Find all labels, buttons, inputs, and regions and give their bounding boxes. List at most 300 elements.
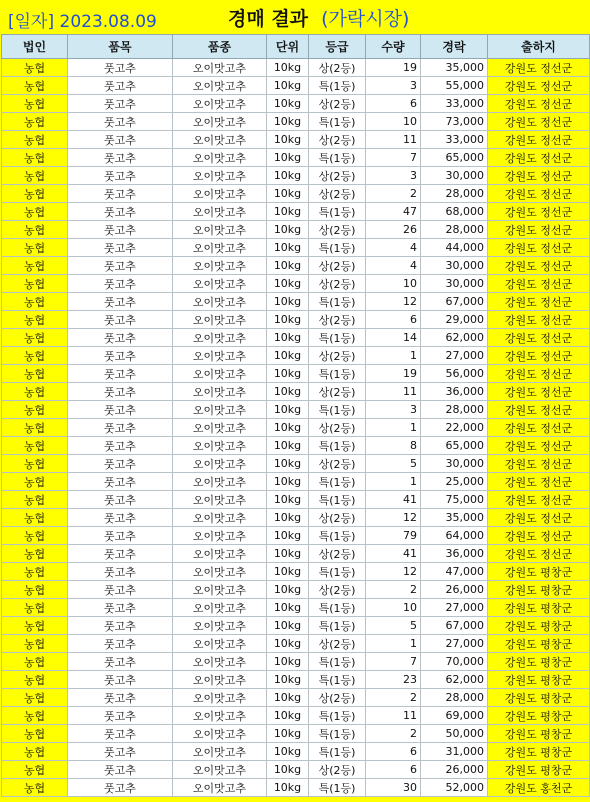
cell-corporation: 농협 bbox=[2, 581, 68, 599]
cell-origin: 강원도 정선군 bbox=[488, 221, 590, 239]
cell-grade: 상(2등) bbox=[309, 761, 366, 779]
cell-unit: 10kg bbox=[267, 257, 309, 275]
cell-unit: 10kg bbox=[267, 131, 309, 149]
cell-unit: 10kg bbox=[267, 671, 309, 689]
cell-unit: 10kg bbox=[267, 221, 309, 239]
cell-variety: 오이맛고추 bbox=[173, 653, 267, 671]
cell-corporation: 농협 bbox=[2, 707, 68, 725]
cell-quantity: 7 bbox=[366, 653, 421, 671]
cell-unit: 10kg bbox=[267, 329, 309, 347]
cell-variety: 오이맛고추 bbox=[173, 761, 267, 779]
table-row bbox=[2, 491, 590, 509]
cell-corporation: 농협 bbox=[2, 779, 68, 797]
cell-unit: 10kg bbox=[267, 491, 309, 509]
cell-quantity: 10 bbox=[366, 599, 421, 617]
cell-grade: 상(2등) bbox=[309, 545, 366, 563]
cell-corporation: 농협 bbox=[2, 203, 68, 221]
cell-corporation: 농협 bbox=[2, 653, 68, 671]
cell-item: 풋고추 bbox=[68, 725, 173, 743]
cell-quantity: 5 bbox=[366, 455, 421, 473]
cell-quantity: 10 bbox=[366, 275, 421, 293]
cell-grade: 특(1등) bbox=[309, 707, 366, 725]
cell-price: 75,000 bbox=[421, 491, 488, 509]
cell-price: 28,000 bbox=[421, 221, 488, 239]
cell-unit: 10kg bbox=[267, 401, 309, 419]
cell-corporation: 농협 bbox=[2, 167, 68, 185]
cell-unit: 10kg bbox=[267, 653, 309, 671]
cell-variety: 오이맛고추 bbox=[173, 113, 267, 131]
cell-unit: 10kg bbox=[267, 185, 309, 203]
cell-corporation: 농협 bbox=[2, 401, 68, 419]
table-body bbox=[2, 59, 590, 797]
cell-variety: 오이맛고추 bbox=[173, 77, 267, 95]
cell-unit: 10kg bbox=[267, 761, 309, 779]
cell-item: 풋고추 bbox=[68, 293, 173, 311]
cell-item: 풋고추 bbox=[68, 131, 173, 149]
cell-grade: 특(1등) bbox=[309, 599, 366, 617]
cell-origin: 강원도 평창군 bbox=[488, 599, 590, 617]
cell-variety: 오이맛고추 bbox=[173, 419, 267, 437]
cell-unit: 10kg bbox=[267, 473, 309, 491]
cell-item: 풋고추 bbox=[68, 635, 173, 653]
cell-variety: 오이맛고추 bbox=[173, 131, 267, 149]
table-row bbox=[2, 257, 590, 275]
column-header-grade: 등급 bbox=[309, 35, 366, 59]
cell-grade: 상(2등) bbox=[309, 455, 366, 473]
table-row bbox=[2, 689, 590, 707]
cell-origin: 강원도 정선군 bbox=[488, 239, 590, 257]
cell-variety: 오이맛고추 bbox=[173, 239, 267, 257]
column-header-unit: 단위 bbox=[267, 35, 309, 59]
table-row bbox=[2, 131, 590, 149]
cell-grade: 상(2등) bbox=[309, 419, 366, 437]
cell-grade: 상(2등) bbox=[309, 257, 366, 275]
cell-item: 풋고추 bbox=[68, 275, 173, 293]
cell-unit: 10kg bbox=[267, 599, 309, 617]
cell-quantity: 6 bbox=[366, 761, 421, 779]
cell-grade: 특(1등) bbox=[309, 365, 366, 383]
table-row bbox=[2, 653, 590, 671]
cell-variety: 오이맛고추 bbox=[173, 59, 267, 77]
cell-variety: 오이맛고추 bbox=[173, 779, 267, 797]
table-row bbox=[2, 725, 590, 743]
cell-grade: 특(1등) bbox=[309, 653, 366, 671]
cell-grade: 상(2등) bbox=[309, 383, 366, 401]
cell-origin: 강원도 정선군 bbox=[488, 185, 590, 203]
cell-unit: 10kg bbox=[267, 311, 309, 329]
cell-variety: 오이맛고추 bbox=[173, 473, 267, 491]
cell-price: 28,000 bbox=[421, 401, 488, 419]
cell-item: 풋고추 bbox=[68, 617, 173, 635]
table-row bbox=[2, 113, 590, 131]
cell-item: 풋고추 bbox=[68, 419, 173, 437]
cell-item: 풋고추 bbox=[68, 383, 173, 401]
cell-quantity: 41 bbox=[366, 491, 421, 509]
cell-grade: 특(1등) bbox=[309, 401, 366, 419]
cell-origin: 강원도 정선군 bbox=[488, 329, 590, 347]
cell-price: 67,000 bbox=[421, 617, 488, 635]
cell-price: 25,000 bbox=[421, 473, 488, 491]
cell-price: 70,000 bbox=[421, 653, 488, 671]
table-row bbox=[2, 419, 590, 437]
cell-item: 풋고추 bbox=[68, 689, 173, 707]
cell-price: 30,000 bbox=[421, 455, 488, 473]
cell-price: 65,000 bbox=[421, 437, 488, 455]
cell-corporation: 농협 bbox=[2, 365, 68, 383]
cell-unit: 10kg bbox=[267, 383, 309, 401]
cell-origin: 강원도 평창군 bbox=[488, 635, 590, 653]
cell-corporation: 농협 bbox=[2, 509, 68, 527]
cell-origin: 강원도 정선군 bbox=[488, 383, 590, 401]
cell-grade: 특(1등) bbox=[309, 329, 366, 347]
cell-corporation: 농협 bbox=[2, 689, 68, 707]
cell-unit: 10kg bbox=[267, 455, 309, 473]
table-row bbox=[2, 383, 590, 401]
cell-corporation: 농협 bbox=[2, 293, 68, 311]
column-header-price: 경락 bbox=[421, 35, 488, 59]
cell-origin: 강원도 평창군 bbox=[488, 725, 590, 743]
cell-price: 52,000 bbox=[421, 779, 488, 797]
cell-unit: 10kg bbox=[267, 167, 309, 185]
cell-corporation: 농협 bbox=[2, 761, 68, 779]
table-row bbox=[2, 347, 590, 365]
cell-variety: 오이맛고추 bbox=[173, 707, 267, 725]
cell-variety: 오이맛고추 bbox=[173, 581, 267, 599]
column-header-item: 품목 bbox=[68, 35, 173, 59]
cell-variety: 오이맛고추 bbox=[173, 671, 267, 689]
cell-quantity: 12 bbox=[366, 293, 421, 311]
table-row bbox=[2, 149, 590, 167]
table-row bbox=[2, 599, 590, 617]
cell-variety: 오이맛고추 bbox=[173, 203, 267, 221]
cell-variety: 오이맛고추 bbox=[173, 167, 267, 185]
cell-variety: 오이맛고추 bbox=[173, 743, 267, 761]
cell-unit: 10kg bbox=[267, 527, 309, 545]
cell-price: 36,000 bbox=[421, 545, 488, 563]
cell-origin: 강원도 정선군 bbox=[488, 527, 590, 545]
cell-price: 30,000 bbox=[421, 167, 488, 185]
cell-unit: 10kg bbox=[267, 77, 309, 95]
cell-quantity: 10 bbox=[366, 113, 421, 131]
cell-corporation: 농협 bbox=[2, 419, 68, 437]
cell-origin: 강원도 정선군 bbox=[488, 113, 590, 131]
cell-price: 62,000 bbox=[421, 329, 488, 347]
cell-corporation: 농협 bbox=[2, 491, 68, 509]
cell-item: 풋고추 bbox=[68, 167, 173, 185]
cell-price: 30,000 bbox=[421, 275, 488, 293]
cell-variety: 오이맛고추 bbox=[173, 545, 267, 563]
cell-origin: 강원도 정선군 bbox=[488, 77, 590, 95]
cell-variety: 오이맛고추 bbox=[173, 635, 267, 653]
table-row bbox=[2, 545, 590, 563]
cell-price: 26,000 bbox=[421, 761, 488, 779]
cell-unit: 10kg bbox=[267, 95, 309, 113]
cell-quantity: 26 bbox=[366, 221, 421, 239]
cell-corporation: 농협 bbox=[2, 59, 68, 77]
cell-origin: 강원도 정선군 bbox=[488, 167, 590, 185]
cell-price: 27,000 bbox=[421, 347, 488, 365]
cell-variety: 오이맛고추 bbox=[173, 347, 267, 365]
table-row bbox=[2, 455, 590, 473]
cell-corporation: 농협 bbox=[2, 149, 68, 167]
table-row bbox=[2, 743, 590, 761]
cell-unit: 10kg bbox=[267, 113, 309, 131]
cell-item: 풋고추 bbox=[68, 761, 173, 779]
cell-corporation: 농협 bbox=[2, 383, 68, 401]
cell-origin: 강원도 정선군 bbox=[488, 203, 590, 221]
cell-unit: 10kg bbox=[267, 617, 309, 635]
table-row bbox=[2, 59, 590, 77]
cell-corporation: 농협 bbox=[2, 455, 68, 473]
cell-quantity: 41 bbox=[366, 545, 421, 563]
cell-item: 풋고추 bbox=[68, 527, 173, 545]
cell-price: 22,000 bbox=[421, 419, 488, 437]
cell-corporation: 농협 bbox=[2, 185, 68, 203]
cell-quantity: 6 bbox=[366, 311, 421, 329]
cell-grade: 특(1등) bbox=[309, 725, 366, 743]
cell-corporation: 농협 bbox=[2, 545, 68, 563]
cell-grade: 상(2등) bbox=[309, 347, 366, 365]
cell-variety: 오이맛고추 bbox=[173, 221, 267, 239]
cell-corporation: 농협 bbox=[2, 437, 68, 455]
cell-item: 풋고추 bbox=[68, 239, 173, 257]
cell-variety: 오이맛고추 bbox=[173, 689, 267, 707]
cell-grade: 특(1등) bbox=[309, 77, 366, 95]
cell-quantity: 3 bbox=[366, 167, 421, 185]
cell-item: 풋고추 bbox=[68, 401, 173, 419]
cell-variety: 오이맛고추 bbox=[173, 293, 267, 311]
cell-item: 풋고추 bbox=[68, 185, 173, 203]
cell-item: 풋고추 bbox=[68, 779, 173, 797]
cell-grade: 특(1등) bbox=[309, 473, 366, 491]
cell-unit: 10kg bbox=[267, 437, 309, 455]
cell-item: 풋고추 bbox=[68, 347, 173, 365]
cell-grade: 특(1등) bbox=[309, 491, 366, 509]
cell-grade: 특(1등) bbox=[309, 671, 366, 689]
cell-item: 풋고추 bbox=[68, 671, 173, 689]
cell-unit: 10kg bbox=[267, 59, 309, 77]
cell-grade: 상(2등) bbox=[309, 635, 366, 653]
cell-corporation: 농협 bbox=[2, 743, 68, 761]
cell-price: 69,000 bbox=[421, 707, 488, 725]
cell-variety: 오이맛고추 bbox=[173, 257, 267, 275]
cell-item: 풋고추 bbox=[68, 653, 173, 671]
cell-origin: 강원도 정선군 bbox=[488, 419, 590, 437]
cell-unit: 10kg bbox=[267, 149, 309, 167]
cell-quantity: 4 bbox=[366, 257, 421, 275]
column-header-quantity: 수량 bbox=[366, 35, 421, 59]
table-row bbox=[2, 635, 590, 653]
cell-item: 풋고추 bbox=[68, 455, 173, 473]
cell-price: 35,000 bbox=[421, 509, 488, 527]
cell-grade: 특(1등) bbox=[309, 239, 366, 257]
table-row bbox=[2, 293, 590, 311]
cell-quantity: 19 bbox=[366, 59, 421, 77]
cell-quantity: 11 bbox=[366, 707, 421, 725]
cell-quantity: 3 bbox=[366, 401, 421, 419]
cell-variety: 오이맛고추 bbox=[173, 563, 267, 581]
table-row bbox=[2, 509, 590, 527]
cell-item: 풋고추 bbox=[68, 707, 173, 725]
cell-grade: 특(1등) bbox=[309, 203, 366, 221]
cell-item: 풋고추 bbox=[68, 545, 173, 563]
cell-variety: 오이맛고추 bbox=[173, 383, 267, 401]
cell-unit: 10kg bbox=[267, 203, 309, 221]
cell-variety: 오이맛고추 bbox=[173, 329, 267, 347]
cell-corporation: 농협 bbox=[2, 527, 68, 545]
cell-grade: 특(1등) bbox=[309, 149, 366, 167]
cell-corporation: 농협 bbox=[2, 671, 68, 689]
cell-price: 29,000 bbox=[421, 311, 488, 329]
cell-origin: 강원도 평창군 bbox=[488, 743, 590, 761]
cell-variety: 오이맛고추 bbox=[173, 617, 267, 635]
cell-unit: 10kg bbox=[267, 689, 309, 707]
table-row bbox=[2, 77, 590, 95]
cell-corporation: 농협 bbox=[2, 347, 68, 365]
cell-grade: 상(2등) bbox=[309, 95, 366, 113]
cell-price: 47,000 bbox=[421, 563, 488, 581]
cell-variety: 오이맛고추 bbox=[173, 95, 267, 113]
cell-origin: 강원도 평창군 bbox=[488, 671, 590, 689]
cell-price: 26,000 bbox=[421, 581, 488, 599]
cell-grade: 상(2등) bbox=[309, 311, 366, 329]
cell-origin: 강원도 정선군 bbox=[488, 545, 590, 563]
cell-variety: 오이맛고추 bbox=[173, 527, 267, 545]
cell-price: 30,000 bbox=[421, 257, 488, 275]
cell-item: 풋고추 bbox=[68, 257, 173, 275]
cell-grade: 특(1등) bbox=[309, 563, 366, 581]
table-row bbox=[2, 401, 590, 419]
cell-quantity: 12 bbox=[366, 563, 421, 581]
cell-quantity: 23 bbox=[366, 671, 421, 689]
cell-origin: 강원도 정선군 bbox=[488, 365, 590, 383]
cell-quantity: 1 bbox=[366, 419, 421, 437]
cell-quantity: 19 bbox=[366, 365, 421, 383]
cell-variety: 오이맛고추 bbox=[173, 185, 267, 203]
cell-price: 62,000 bbox=[421, 671, 488, 689]
cell-quantity: 2 bbox=[366, 581, 421, 599]
cell-variety: 오이맛고추 bbox=[173, 491, 267, 509]
table-row bbox=[2, 563, 590, 581]
table-row bbox=[2, 473, 590, 491]
table-row bbox=[2, 95, 590, 113]
cell-quantity: 5 bbox=[366, 617, 421, 635]
cell-price: 27,000 bbox=[421, 635, 488, 653]
cell-variety: 오이맛고추 bbox=[173, 455, 267, 473]
cell-corporation: 농협 bbox=[2, 239, 68, 257]
cell-item: 풋고추 bbox=[68, 149, 173, 167]
cell-quantity: 6 bbox=[366, 95, 421, 113]
cell-variety: 오이맛고추 bbox=[173, 149, 267, 167]
cell-origin: 강원도 정선군 bbox=[488, 491, 590, 509]
cell-grade: 특(1등) bbox=[309, 437, 366, 455]
cell-grade: 특(1등) bbox=[309, 527, 366, 545]
table-row bbox=[2, 779, 590, 797]
cell-item: 풋고추 bbox=[68, 581, 173, 599]
cell-variety: 오이맛고추 bbox=[173, 437, 267, 455]
cell-origin: 강원도 정선군 bbox=[488, 473, 590, 491]
cell-unit: 10kg bbox=[267, 347, 309, 365]
cell-price: 68,000 bbox=[421, 203, 488, 221]
cell-price: 27,000 bbox=[421, 599, 488, 617]
cell-origin: 강원도 평창군 bbox=[488, 563, 590, 581]
cell-quantity: 7 bbox=[366, 149, 421, 167]
cell-quantity: 8 bbox=[366, 437, 421, 455]
cell-grade: 상(2등) bbox=[309, 275, 366, 293]
cell-corporation: 농협 bbox=[2, 77, 68, 95]
cell-origin: 강원도 정선군 bbox=[488, 509, 590, 527]
cell-unit: 10kg bbox=[267, 707, 309, 725]
cell-grade: 상(2등) bbox=[309, 131, 366, 149]
cell-corporation: 농협 bbox=[2, 311, 68, 329]
cell-unit: 10kg bbox=[267, 275, 309, 293]
cell-corporation: 농협 bbox=[2, 563, 68, 581]
cell-corporation: 농협 bbox=[2, 275, 68, 293]
cell-corporation: 농협 bbox=[2, 257, 68, 275]
cell-item: 풋고추 bbox=[68, 77, 173, 95]
cell-quantity: 2 bbox=[366, 185, 421, 203]
cell-quantity: 1 bbox=[366, 473, 421, 491]
cell-unit: 10kg bbox=[267, 779, 309, 797]
cell-corporation: 농협 bbox=[2, 221, 68, 239]
cell-price: 31,000 bbox=[421, 743, 488, 761]
cell-price: 28,000 bbox=[421, 689, 488, 707]
cell-item: 풋고추 bbox=[68, 113, 173, 131]
cell-origin: 강원도 정선군 bbox=[488, 311, 590, 329]
cell-item: 풋고추 bbox=[68, 203, 173, 221]
cell-origin: 강원도 정선군 bbox=[488, 401, 590, 419]
cell-price: 56,000 bbox=[421, 365, 488, 383]
cell-variety: 오이맛고추 bbox=[173, 599, 267, 617]
table-row bbox=[2, 185, 590, 203]
auction-date: [일자] 2023.08.09 bbox=[8, 12, 157, 32]
table-row bbox=[2, 167, 590, 185]
cell-item: 풋고추 bbox=[68, 221, 173, 239]
cell-price: 33,000 bbox=[421, 95, 488, 113]
cell-origin: 강원도 정선군 bbox=[488, 275, 590, 293]
table-row bbox=[2, 761, 590, 779]
cell-price: 28,000 bbox=[421, 185, 488, 203]
cell-item: 풋고추 bbox=[68, 563, 173, 581]
cell-variety: 오이맛고추 bbox=[173, 509, 267, 527]
cell-origin: 강원도 평창군 bbox=[488, 689, 590, 707]
column-header-origin: 출하지 bbox=[488, 35, 590, 59]
cell-price: 55,000 bbox=[421, 77, 488, 95]
cell-unit: 10kg bbox=[267, 509, 309, 527]
cell-item: 풋고추 bbox=[68, 329, 173, 347]
cell-grade: 상(2등) bbox=[309, 221, 366, 239]
cell-quantity: 2 bbox=[366, 725, 421, 743]
cell-origin: 강원도 정선군 bbox=[488, 347, 590, 365]
cell-variety: 오이맛고추 bbox=[173, 401, 267, 419]
cell-grade: 상(2등) bbox=[309, 167, 366, 185]
cell-quantity: 11 bbox=[366, 131, 421, 149]
cell-corporation: 농협 bbox=[2, 473, 68, 491]
cell-quantity: 1 bbox=[366, 635, 421, 653]
table-row bbox=[2, 329, 590, 347]
cell-price: 50,000 bbox=[421, 725, 488, 743]
table-row bbox=[2, 365, 590, 383]
table-row bbox=[2, 581, 590, 599]
cell-unit: 10kg bbox=[267, 239, 309, 257]
cell-unit: 10kg bbox=[267, 545, 309, 563]
cell-unit: 10kg bbox=[267, 293, 309, 311]
cell-grade: 상(2등) bbox=[309, 689, 366, 707]
market-name: (가락시장) bbox=[321, 8, 410, 30]
table-row bbox=[2, 203, 590, 221]
cell-quantity: 11 bbox=[366, 383, 421, 401]
cell-origin: 강원도 정선군 bbox=[488, 95, 590, 113]
